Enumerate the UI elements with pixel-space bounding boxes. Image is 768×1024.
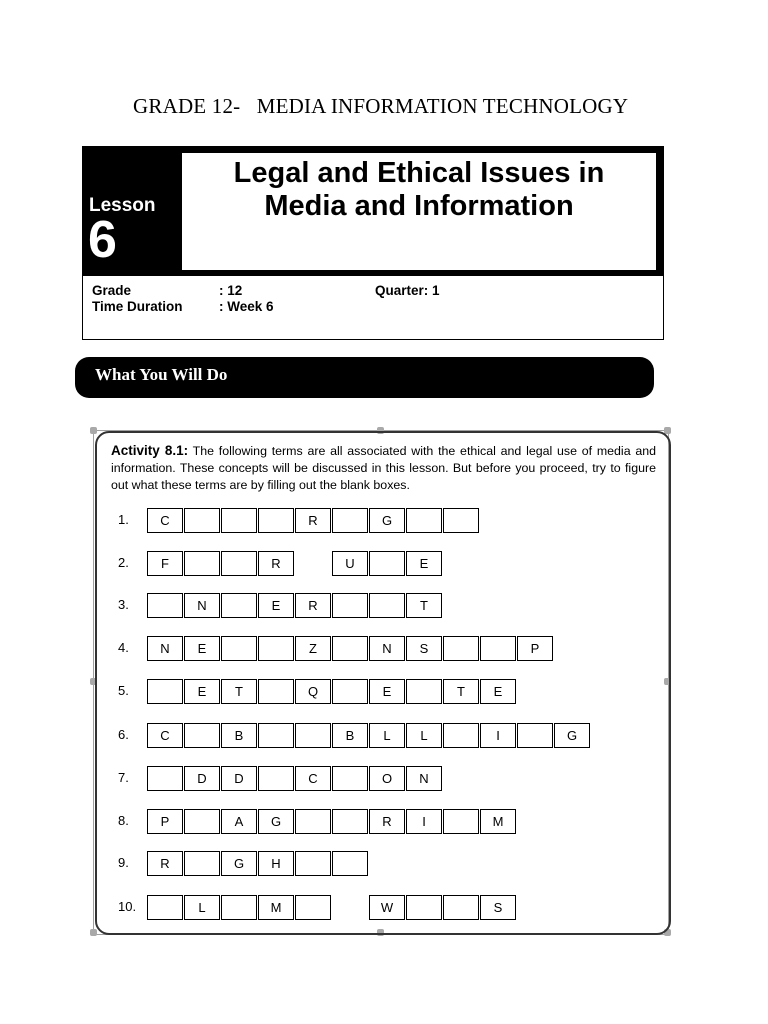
letter-box: E <box>369 679 405 704</box>
letter-box: W <box>369 895 405 920</box>
letter-box <box>258 636 294 661</box>
letter-box <box>184 809 220 834</box>
puzzle-row-number: 1. <box>118 512 129 527</box>
puzzle-row-number: 9. <box>118 855 129 870</box>
letter-box: P <box>517 636 553 661</box>
letter-box <box>406 508 442 533</box>
puzzle-row-number: 4. <box>118 640 129 655</box>
lesson-title <box>182 157 656 223</box>
activity-heading: Activity 8.1: <box>111 443 189 458</box>
letter-box: R <box>295 593 331 618</box>
letter-box: R <box>295 508 331 533</box>
letter-box: T <box>221 679 257 704</box>
letter-box <box>258 723 294 748</box>
letter-box <box>332 593 368 618</box>
letter-box: D <box>184 766 220 791</box>
letter-box: Q <box>295 679 331 704</box>
lesson-title-box <box>182 153 656 270</box>
letter-box <box>332 766 368 791</box>
section-banner <box>75 357 654 398</box>
lesson-info-table <box>82 276 664 340</box>
letter-box: B <box>221 723 257 748</box>
letter-box: C <box>295 766 331 791</box>
lesson-label: Lesson <box>89 195 156 216</box>
duration-value: : Week 6 <box>219 299 274 314</box>
letter-box: L <box>184 895 220 920</box>
letter-box <box>443 723 479 748</box>
lesson-title-line1: Legal and Ethical Issues in <box>233 157 605 189</box>
document-header: GRADE 12- MEDIA INFORMATION TECHNOLOGY <box>133 94 629 118</box>
puzzle-row-3 <box>97 593 657 619</box>
letter-box: Z <box>295 636 331 661</box>
letter-box <box>332 508 368 533</box>
section-title: What You Will Do <box>95 365 228 384</box>
letter-box <box>369 593 405 618</box>
puzzle-row-2 <box>97 551 657 577</box>
letter-box <box>221 593 257 618</box>
letter-box <box>147 766 183 791</box>
letter-box: U <box>332 551 368 576</box>
letter-box: M <box>258 895 294 920</box>
letter-box: G <box>258 809 294 834</box>
puzzle-row-number: 3. <box>118 597 129 612</box>
letter-box <box>332 679 368 704</box>
letter-box <box>184 551 220 576</box>
letter-box <box>369 551 405 576</box>
letter-box <box>258 679 294 704</box>
puzzle-row-number: 10. <box>118 899 137 914</box>
letter-box: N <box>147 636 183 661</box>
lesson-banner <box>82 146 664 340</box>
letter-box: B <box>332 723 368 748</box>
letter-box: G <box>554 723 590 748</box>
letter-box <box>332 636 368 661</box>
activity-box <box>95 431 671 935</box>
letter-box: G <box>221 851 257 876</box>
letter-box: N <box>406 766 442 791</box>
grade-label: Grade <box>92 283 132 298</box>
letter-box <box>295 723 331 748</box>
letter-box <box>443 895 479 920</box>
letter-box: L <box>369 723 405 748</box>
lesson-title-line2: Media and Information <box>264 190 574 222</box>
letter-box: M <box>480 809 516 834</box>
letter-box: N <box>184 593 220 618</box>
letter-box <box>184 508 220 533</box>
letter-box: E <box>258 593 294 618</box>
letter-box: C <box>147 508 183 533</box>
letter-box: T <box>443 679 479 704</box>
letter-box <box>443 508 479 533</box>
letter-box: R <box>147 851 183 876</box>
lesson-number: 6 <box>88 211 117 269</box>
letter-box: G <box>369 508 405 533</box>
letter-box <box>332 809 368 834</box>
letter-box <box>221 508 257 533</box>
letter-box: F <box>147 551 183 576</box>
letter-box <box>221 636 257 661</box>
letter-box: E <box>184 636 220 661</box>
letter-box <box>406 679 442 704</box>
puzzle-row-number: 7. <box>118 770 129 785</box>
grade-value: : 12 <box>219 283 243 298</box>
puzzle-row-number: 5. <box>118 683 129 698</box>
quarter-value: Quarter: 1 <box>375 283 440 298</box>
letter-box <box>517 723 553 748</box>
activity-instructions <box>111 442 656 494</box>
letter-box: D <box>221 766 257 791</box>
letter-box: A <box>221 809 257 834</box>
letter-box: N <box>369 636 405 661</box>
puzzle-row-number: 2. <box>118 555 129 570</box>
letter-box <box>221 551 257 576</box>
letter-box <box>184 723 220 748</box>
letter-box: E <box>184 679 220 704</box>
puzzle-row-number: 6. <box>118 727 129 742</box>
letter-box <box>184 851 220 876</box>
puzzle-row-9 <box>97 851 657 877</box>
letter-box: S <box>406 636 442 661</box>
puzzle-row-8 <box>97 809 657 835</box>
letter-box: I <box>480 723 516 748</box>
letter-box: R <box>369 809 405 834</box>
duration-label: Time Duration <box>92 299 183 314</box>
puzzle-row-7 <box>97 766 657 792</box>
letter-box: R <box>258 551 294 576</box>
letter-box: H <box>258 851 294 876</box>
puzzle-row-10 <box>97 895 657 921</box>
letter-box <box>480 636 516 661</box>
letter-box <box>406 895 442 920</box>
letter-box <box>147 679 183 704</box>
letter-box: C <box>147 723 183 748</box>
puzzle-row-5 <box>97 679 657 705</box>
resize-handle-top-left[interactable] <box>90 427 97 434</box>
letter-box: P <box>147 809 183 834</box>
letter-box <box>258 766 294 791</box>
letter-box <box>295 809 331 834</box>
puzzle-row-4 <box>97 636 657 662</box>
letter-box <box>332 851 368 876</box>
puzzle-row-number: 8. <box>118 813 129 828</box>
letter-box <box>295 851 331 876</box>
letter-box <box>443 636 479 661</box>
letter-box: T <box>406 593 442 618</box>
letter-box: O <box>369 766 405 791</box>
letter-box: I <box>406 809 442 834</box>
puzzle-row-6 <box>97 723 657 749</box>
letter-box <box>221 895 257 920</box>
letter-box <box>443 809 479 834</box>
letter-box: L <box>406 723 442 748</box>
activity-instructions-text: The following terms are all associated with the ethical and legal use of media and information. These concepts will be discussed in this lesson. But before you proceed, try to figure out what these terms are by filling out the blank boxes. <box>111 444 657 492</box>
letter-box <box>295 895 331 920</box>
puzzle-row-1 <box>97 508 657 534</box>
letter-box: E <box>406 551 442 576</box>
resize-handle-bottom-left[interactable] <box>90 929 97 936</box>
letter-box: S <box>480 895 516 920</box>
letter-box <box>147 895 183 920</box>
letter-box <box>147 593 183 618</box>
letter-box <box>258 508 294 533</box>
letter-box: E <box>480 679 516 704</box>
